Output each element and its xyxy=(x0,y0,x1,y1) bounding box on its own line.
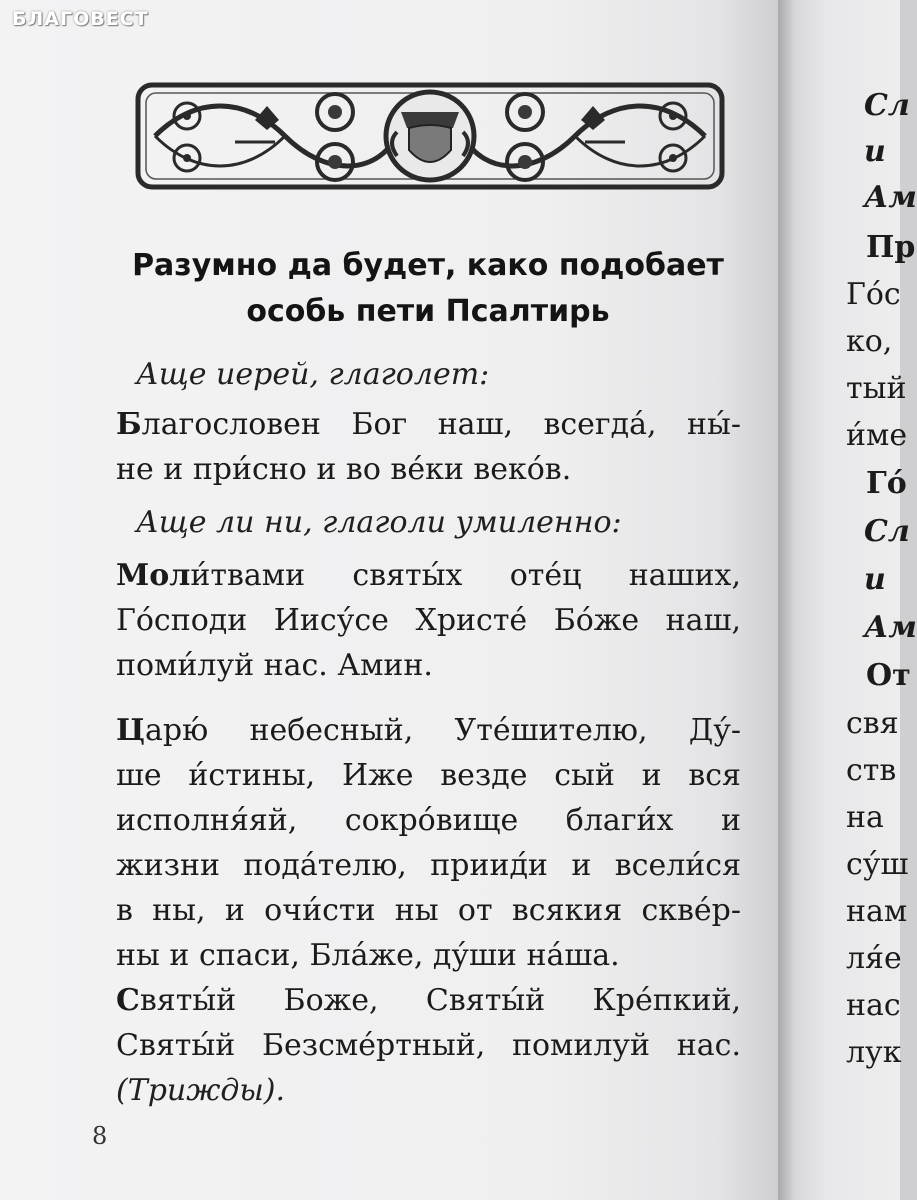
prayer-line: ше и́стины, Иже везде сый и вся xyxy=(116,758,741,793)
right-line: нам xyxy=(846,894,908,929)
right-line: Пр xyxy=(866,230,916,265)
text-run: арю́ небесный, Уте́шителю, Ду́- xyxy=(145,713,741,748)
right-line: и xyxy=(864,134,886,169)
right-line: ств xyxy=(846,753,897,788)
right-line: Ам xyxy=(864,610,917,645)
prayer-line: Го́споди Иису́се Христе́ Бо́же наш, xyxy=(116,603,741,638)
prayer-line xyxy=(116,553,741,598)
rubric-layman: Аще ли ни, глаголи умиленно: xyxy=(136,505,622,540)
prayer-line: ны и спаси, Бла́же, ду́ши на́ша. xyxy=(116,938,620,973)
ornamental-headpiece-icon xyxy=(135,82,725,190)
blessing-line xyxy=(116,402,741,447)
right-line: Сл xyxy=(864,88,910,123)
heading-line: особь пети Псалтирь xyxy=(246,294,610,329)
prayer-line xyxy=(116,708,741,753)
right-line: Го́ xyxy=(866,466,907,501)
right-line: су́ш xyxy=(846,847,909,882)
right-line: свя xyxy=(846,706,899,741)
rubric-thrice: (Трижды). xyxy=(116,1073,286,1108)
text-run: и́твами святы́х оте́ц наших, xyxy=(190,558,741,593)
right-line: лук xyxy=(846,1035,902,1070)
right-line: тый xyxy=(846,371,907,406)
right-line: и xyxy=(864,562,886,597)
text-run: лагословен Бог наш, всегда́, ны́- xyxy=(141,407,741,442)
prayer-line xyxy=(116,978,741,1023)
prayer-line: исполня́яй, сокро́вище благи́х и xyxy=(116,803,741,838)
rubric-priest: Аще иерей, глаголет: xyxy=(136,357,490,392)
drop-initial: С xyxy=(116,983,140,1018)
right-line: ко, xyxy=(846,324,893,359)
page-number: 8 xyxy=(92,1122,108,1150)
section-heading xyxy=(118,243,738,335)
prayer-line: жизни пода́телю, приид́и и всели́ся xyxy=(116,848,741,883)
right-line: и́ме xyxy=(846,418,908,453)
right-line: Ам xyxy=(864,180,917,215)
right-line: на xyxy=(846,800,884,835)
right-line: От xyxy=(866,658,911,693)
right-line: ля́е xyxy=(846,941,902,976)
blessing-line: не и при́сно и во ве́ки веко́в. xyxy=(116,452,572,487)
prayer-line: поми́луй нас. Амин. xyxy=(116,648,433,683)
right-line: Сл xyxy=(864,514,910,549)
text-run: вяты́й Боже, Святы́й Кре́пкий, xyxy=(139,983,741,1018)
prayer-line: Святы́й Безсме́ртный, помилуй нас. xyxy=(116,1028,741,1063)
watermark: БЛАГОВЕСТ xyxy=(12,8,149,30)
right-line: Го́с xyxy=(846,277,901,312)
prayer-line: в ны, и очи́сти ны от всякия скве́р- xyxy=(116,893,741,928)
drop-initial: Б xyxy=(116,407,142,442)
drop-initial: Ц xyxy=(116,713,145,748)
right-line: нас xyxy=(846,988,901,1023)
drop-initial: Мол xyxy=(116,558,191,593)
heading-line: Разумно да будет, како подобает xyxy=(132,248,724,283)
